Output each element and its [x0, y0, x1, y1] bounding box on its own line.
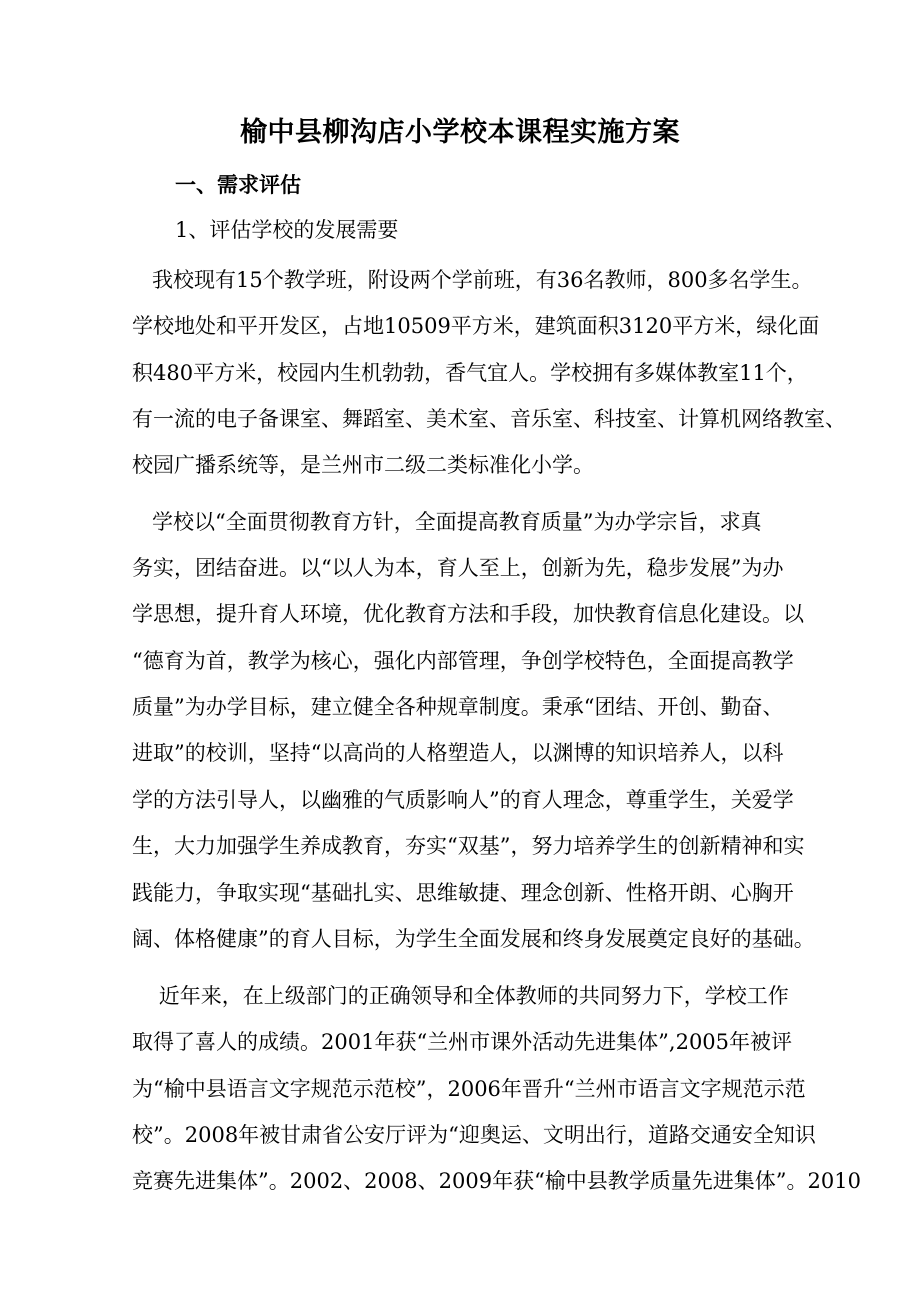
paragraph-line: 学思想，提升育人环境，优化教育方法和手段，加快教育信息化建设。以 [132, 602, 804, 626]
paragraph-line: “德育为首，教学为核心，强化内部管理，争创学校特色，全面提高教学 [132, 649, 794, 673]
paragraph-line: 生，大力加强学生养成教育，夯实“双基”，努力培养学生的创新精神和实 [132, 834, 805, 858]
subsection-heading-school-needs: 1、评估学校的发展需要 [175, 218, 399, 242]
paragraph-line: 我校现有15个教学班，附设两个学前班，有36名教师，800多名学生。 [132, 268, 813, 292]
paragraph-line: 践能力，争取实现“基础扎实、思维敏捷、理念创新、性格开朗、心胸开 [132, 881, 794, 905]
paragraph-line: 竞赛先进集体”。2002、2008、2009年获“榆中县教学质量先进集体”。2010 [132, 1169, 861, 1193]
paragraph-line: 校”。2008年被甘肃省公安厅评为“迎奥运、文明出行，道路交通安全知识 [132, 1123, 816, 1147]
paragraph-line: 务实，团结奋进。以“以人为本，育人至上，创新为先，稳步发展”为办 [132, 556, 784, 580]
section-heading-needs-assessment: 一、需求评估 [175, 172, 301, 197]
paragraph-line: 质量”为办学目标，建立健全各种规章制度。秉承“团结、开创、勤奋、 [132, 695, 784, 719]
paragraph-line: 有一流的电子备课室、舞蹈室、美术室、音乐室、科技室、计算机网络教室、 [132, 407, 846, 431]
paragraph-line: 为“榆中县语言文字规范示范校”，2006年晋升“兰州市语言文字规范示范 [132, 1077, 806, 1101]
paragraph-line: 取得了喜人的成绩。2001年获“兰州市课外活动先进集体”,2005年被评 [132, 1030, 793, 1054]
paragraph-line: 近年来，在上级部门的正确领导和全体教师的共同努力下，学校工作 [132, 984, 789, 1008]
paragraph-line: 学校地处和平开发区，占地10509平方米，建筑面积3120平方米，绿化面 [132, 314, 820, 338]
document-title: 榆中县柳沟店小学校本课程实施方案 [240, 117, 680, 148]
paragraph-line: 积480平方米，校园内生机勃勃，香气宜人。学校拥有多媒体教室11个， [132, 361, 808, 385]
paragraph-line: 学的方法引导人，以幽雅的气质影响人”的育人理念，尊重学生，关爱学 [132, 788, 794, 812]
paragraph-line: 学校以“全面贯彻教育方针，全面提高教育质量”为办学宗旨，求真 [132, 510, 762, 534]
paragraph-line: 阔、体格健康”的育人目标，为学生全面发展和终身发展奠定良好的基础。 [132, 927, 815, 951]
paragraph-line: 进取”的校训，坚持“以高尚的人格塑造人，以渊博的知识培养人，以科 [132, 741, 784, 765]
paragraph-line: 校园广播系统等，是兰州市二级二类标准化小学。 [132, 453, 594, 477]
